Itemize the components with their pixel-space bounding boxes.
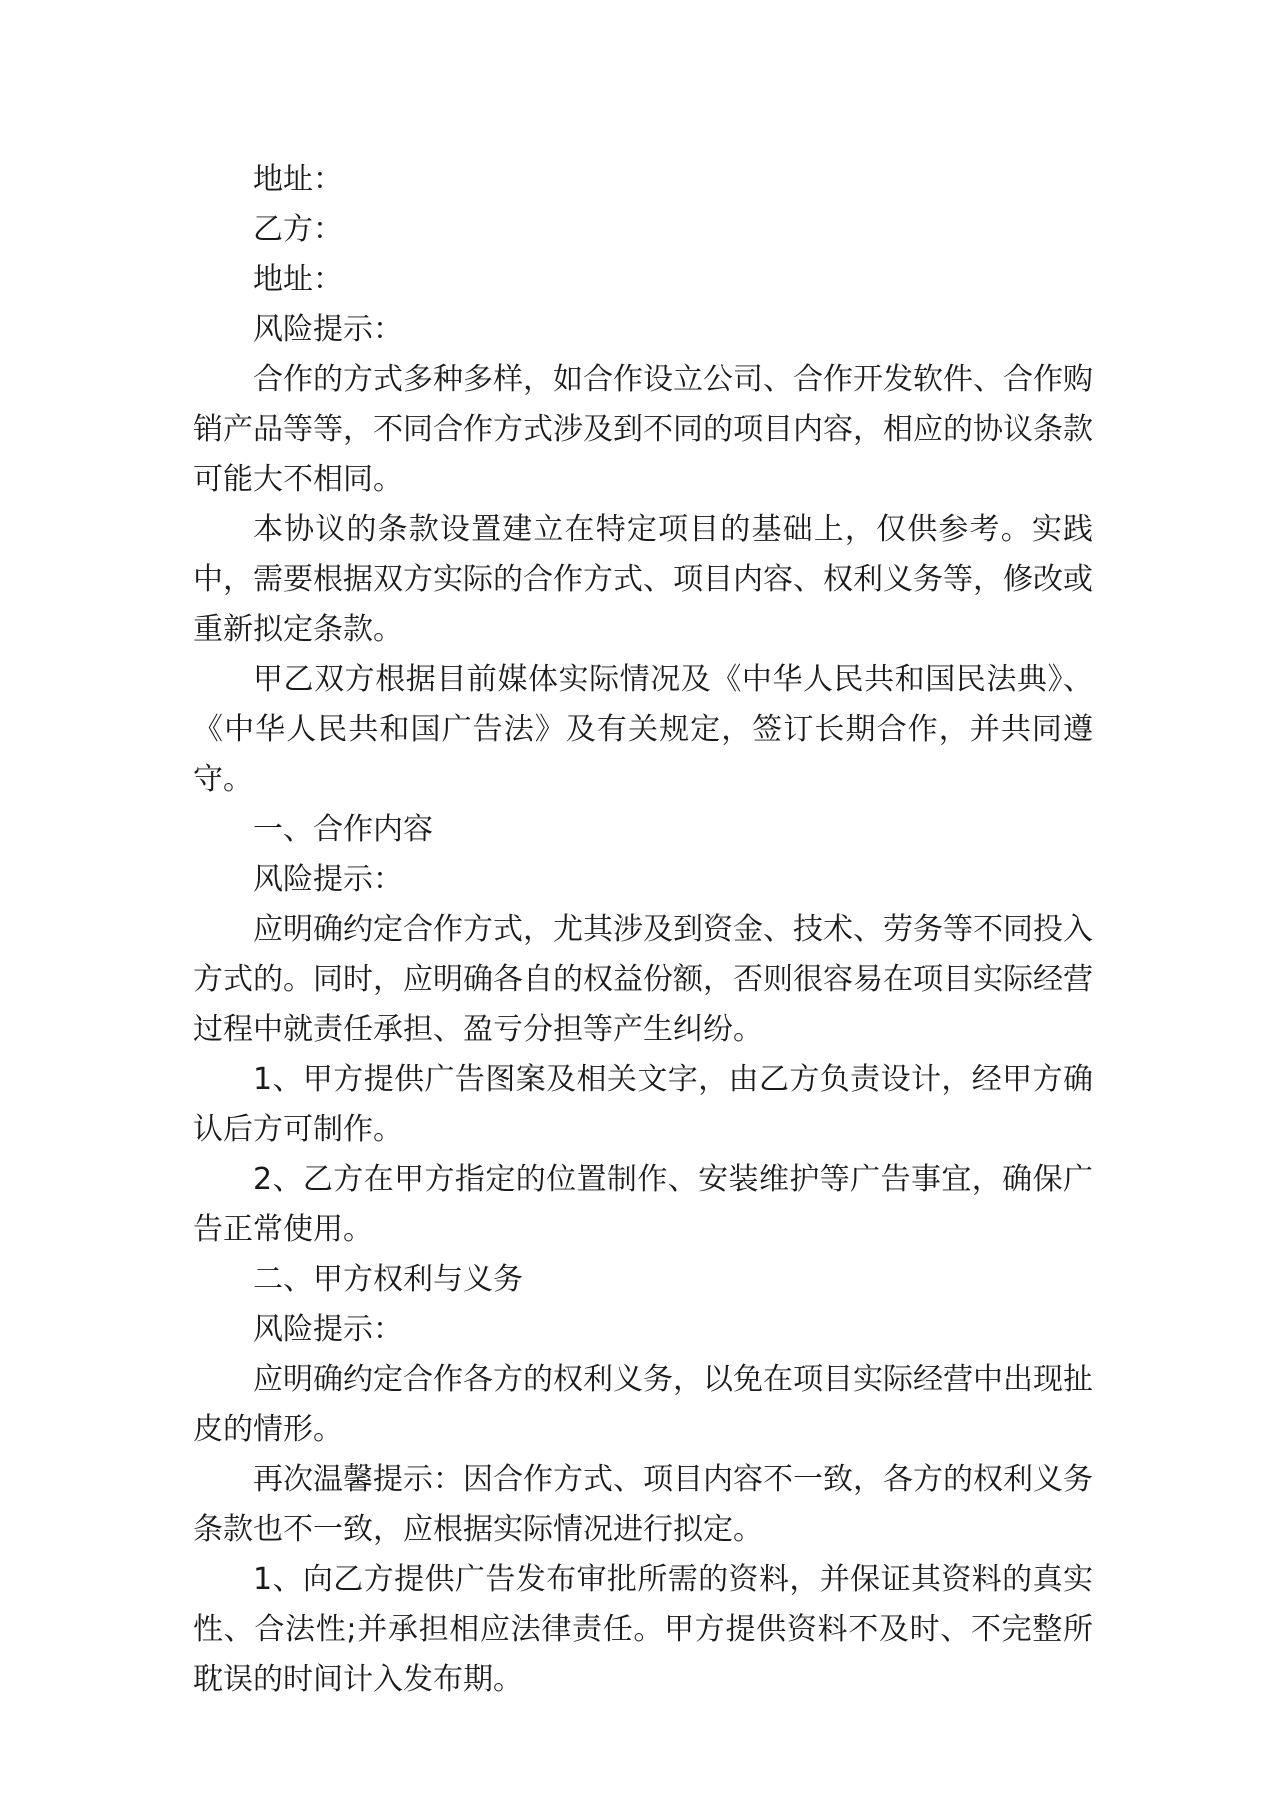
section-heading-party-a-rights: 二、甲方权利与义务 — [253, 1262, 523, 1297]
clause-paragraph: 1、向乙方提供广告发布审批所需的资料，并保证其资料的真实性、合法性;并承担相应法律责任。甲方提供资料不及时、不完整所耽误的时间计入发布期。 — [193, 1562, 1093, 1697]
risk-notice-heading: 风险提示： — [253, 1312, 403, 1347]
legal-basis-paragraph: 甲乙双方根据目前媒体实际情况及《中华人民共和国民法典》、《中华人民共和国广告法》及有关规定，签订长期合作，并共同遵守。 — [193, 662, 1093, 797]
risk-notice-paragraph: 应明确约定合作各方的权利义务，以免在项目实际经营中出现扯皮的情形。 — [193, 1362, 1093, 1447]
reminder-paragraph: 再次温馨提示：因合作方式、项目内容不一致，各方的权利义务条款也不一致，应根据实际情况进行拟定。 — [193, 1462, 1093, 1547]
clause-paragraph: 1、甲方提供广告图案及相关文字，由乙方负责设计，经甲方确认后方可制作。 — [193, 1062, 1093, 1147]
risk-notice-heading: 风险提示： — [253, 862, 403, 897]
reference-note-paragraph: 本协议的条款设置建立在特定项目的基础上，仅供参考。实践中，需要根据双方实际的合作方式、项目内容、权利义务等，修改或重新拟定条款。 — [193, 512, 1093, 647]
clause-paragraph: 2、乙方在甲方指定的位置制作、安装维护等广告事宜，确保广告正常使用。 — [193, 1162, 1093, 1247]
risk-notice-heading: 风险提示： — [253, 312, 403, 347]
party-b-label: 乙方： — [253, 212, 343, 247]
risk-notice-paragraph: 应明确约定合作方式，尤其涉及到资金、技术、劳务等不同投入方式的。同时，应明确各自的权益份额，否则很容易在项目实际经营过程中就责任承担、盈亏分担等产生纠纷。 — [193, 912, 1093, 1047]
party-a-address-label: 地址： — [253, 162, 343, 197]
risk-notice-paragraph: 合作的方式多种多样，如合作设立公司、合作开发软件、合作购销产品等等，不同合作方式涉及到不同的项目内容，相应的协议条款可能大不相同。 — [193, 362, 1093, 497]
section-heading-cooperation: 一、合作内容 — [253, 812, 433, 847]
party-b-address-label: 地址： — [253, 262, 343, 297]
document-body — [193, 155, 1093, 1705]
